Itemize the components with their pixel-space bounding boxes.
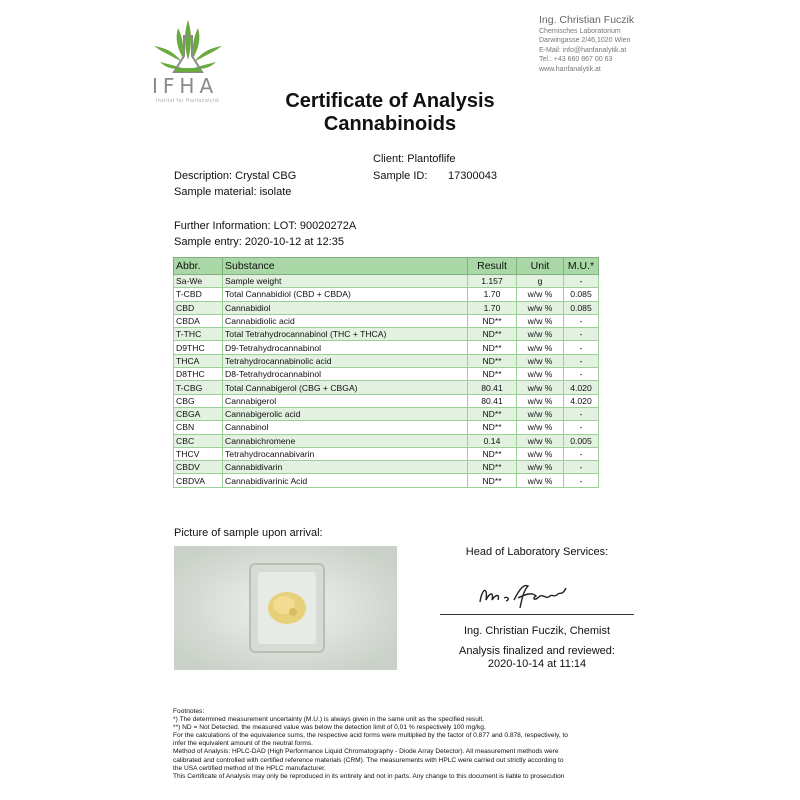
header-abbr: Abbr. <box>174 258 223 275</box>
logo-wordmark: IFHA <box>152 74 219 98</box>
table-row <box>174 394 599 407</box>
cell-result: ND** <box>468 407 517 420</box>
cell-result: ND** <box>468 328 517 341</box>
footnotes <box>173 708 653 781</box>
cell-abbr: D9THC <box>174 341 223 354</box>
cell-result: 1.70 <box>468 288 517 301</box>
cell-unit: w/w % <box>517 394 564 407</box>
cell-substance: Cannabidiolic acid <box>223 314 468 327</box>
cell-mu: 0.085 <box>564 301 599 314</box>
cell-result: ND** <box>468 474 517 487</box>
cell-unit: w/w % <box>517 368 564 381</box>
cell-substance: D9-Tetrahydrocannabinol <box>223 341 468 354</box>
sample-dish-image <box>174 546 397 670</box>
cell-unit: w/w % <box>517 434 564 447</box>
head-of-lab-label: Head of Laboratory Services: <box>465 546 609 558</box>
cell-abbr: CBDV <box>174 461 223 474</box>
table-row <box>174 275 599 288</box>
page-title <box>200 90 580 136</box>
title-line-2: Cannabinoids <box>323 113 457 135</box>
cell-unit: w/w % <box>517 447 564 460</box>
cell-abbr: Sa-We <box>174 275 223 288</box>
cell-mu: - <box>564 368 599 381</box>
cell-unit: w/w % <box>517 421 564 434</box>
cell-result: ND** <box>468 421 517 434</box>
cell-substance: Total Cannabidiol (CBD + CBDA) <box>223 288 468 301</box>
lab-address: Darwingasse 2/46,1020 Wien <box>539 37 631 44</box>
cell-unit: w/w % <box>517 461 564 474</box>
cell-abbr: T-CBG <box>174 381 223 394</box>
client-field: Client: Plantoflife <box>373 153 456 165</box>
cell-mu: - <box>564 474 599 487</box>
cell-abbr: CBD <box>174 301 223 314</box>
table-row <box>174 288 599 301</box>
cell-unit: w/w % <box>517 341 564 354</box>
footnote-line: calibrated and controlled with certified reference materials (CRM). The measurements with HPLC were carried out strictly according to <box>173 756 564 764</box>
description-field: Description: Crystal CBG <box>174 170 297 182</box>
cell-mu: - <box>564 421 599 434</box>
table-header-row <box>174 258 599 275</box>
cell-unit: w/w % <box>517 354 564 367</box>
cell-unit: w/w % <box>517 474 564 487</box>
table-row <box>174 447 599 460</box>
lab-name: Ing. Christian Fuczik <box>539 14 635 26</box>
finalized-label: Analysis finalized and reviewed: <box>459 645 615 657</box>
footnote-line: For the calculations of the equivalence sums, the respective acid forms were multiplied by the factor of 0.877 and 0.878, respectively, to <box>173 732 568 740</box>
table-row <box>174 434 599 447</box>
signature-line <box>440 614 634 615</box>
cell-substance: Cannabidivarinic Acid <box>223 474 468 487</box>
cell-substance: Tetrahydrocannabinolic acid <box>223 354 468 367</box>
table-row <box>174 368 599 381</box>
cell-result: 1.70 <box>468 301 517 314</box>
lab-phone: Tel.: +43 660 867 00 63 <box>539 56 613 63</box>
cell-abbr: CBG <box>174 394 223 407</box>
cell-abbr: D8THC <box>174 368 223 381</box>
table-row <box>174 341 599 354</box>
cell-unit: w/w % <box>517 328 564 341</box>
cell-substance: Cannabinol <box>223 421 468 434</box>
cell-result: ND** <box>468 447 517 460</box>
cell-mu: - <box>564 328 599 341</box>
sample-id-label: Sample ID: <box>373 170 428 182</box>
header-result: Result <box>468 258 517 275</box>
title-line-1: Certificate of Analysis <box>285 90 495 112</box>
cell-substance: Total Tetrahydrocannabinol (THC + THCA) <box>223 328 468 341</box>
cell-mu: 4.020 <box>564 394 599 407</box>
signature-image <box>470 578 580 612</box>
table-row <box>174 328 599 341</box>
footnote-line: the USA certified method of the HPLC manufacturer. <box>173 764 326 772</box>
cell-result: ND** <box>468 461 517 474</box>
header-substance: Substance <box>223 258 468 275</box>
footnote-line: **) ND = Not Detected. the measured value was below the detection limit of 0,01 % respectively 100 mg/kg. <box>173 724 486 732</box>
table-row <box>174 461 599 474</box>
cell-unit: g <box>517 275 564 288</box>
cell-substance: Tetrahydrocannabivarin <box>223 447 468 460</box>
cell-result: 80.41 <box>468 381 517 394</box>
table-row <box>174 354 599 367</box>
lab-address-block <box>539 16 634 74</box>
results-table <box>173 257 599 488</box>
finalized-date: 2020-10-14 at 11:14 <box>487 658 587 670</box>
cell-abbr: THCA <box>174 354 223 367</box>
cell-abbr: CBC <box>174 434 223 447</box>
logo-tagline: Institut für Hanfanalytik <box>156 98 220 104</box>
cell-mu: - <box>564 275 599 288</box>
footnotes-title: Footnotes: <box>173 708 205 715</box>
cell-result: ND** <box>468 354 517 367</box>
cell-abbr: CBDVA <box>174 474 223 487</box>
cell-result: 1.157 <box>468 275 517 288</box>
cell-abbr: T-CBD <box>174 288 223 301</box>
cell-abbr: CBN <box>174 421 223 434</box>
signatory-name: Ing. Christian Fuczik, Chemist <box>463 625 611 637</box>
footnote-line: infer the equivalent amount of the neutral forms. <box>173 740 314 748</box>
footnote-line: *) The determined measurement uncertainty (M.U.) is always given in the same unit as the specified result. <box>173 716 485 724</box>
cell-substance: Cannabichromene <box>223 434 468 447</box>
cell-substance: D8-Tetrahydrocannabinol <box>223 368 468 381</box>
table-row <box>174 407 599 420</box>
table-row <box>174 314 599 327</box>
sample-photo <box>174 546 397 670</box>
cell-abbr: CBGA <box>174 407 223 420</box>
table-row <box>174 421 599 434</box>
cell-unit: w/w % <box>517 314 564 327</box>
cell-mu: - <box>564 314 599 327</box>
cell-unit: w/w % <box>517 407 564 420</box>
cell-substance: Cannabigerolic acid <box>223 407 468 420</box>
cell-unit: w/w % <box>517 288 564 301</box>
cell-unit: w/w % <box>517 381 564 394</box>
cell-mu: 0.085 <box>564 288 599 301</box>
cell-substance: Cannabidiol <box>223 301 468 314</box>
further-information-field: Further Information: LOT: 90020272A <box>174 220 357 232</box>
footnote-line: This Certificate of Analysis may only be reproduced in its entirety and not in parts. Any change to this document is liable to prosecution <box>173 772 565 780</box>
table-row <box>174 301 599 314</box>
photo-caption: Picture of sample upon arrival: <box>174 527 323 539</box>
cell-mu: - <box>564 354 599 367</box>
cell-result: ND** <box>468 314 517 327</box>
cell-mu: - <box>564 447 599 460</box>
cell-substance: Total Cannabigerol (CBG + CBGA) <box>223 381 468 394</box>
cell-substance: Sample weight <box>223 275 468 288</box>
cell-substance: Cannabidivarin <box>223 461 468 474</box>
cell-abbr: CBDA <box>174 314 223 327</box>
cell-result: 80.41 <box>468 394 517 407</box>
sample-id-value: 17300043 <box>448 170 497 182</box>
table-row <box>174 381 599 394</box>
cell-mu: - <box>564 341 599 354</box>
cell-result: ND** <box>468 341 517 354</box>
cell-mu: 0.005 <box>564 434 599 447</box>
cell-unit: w/w % <box>517 301 564 314</box>
lab-email: E-Mail: info@hanfanalytik.at <box>539 46 627 54</box>
cell-result: ND** <box>468 368 517 381</box>
sample-entry-field: Sample entry: 2020-10-12 at 12:35 <box>174 236 345 248</box>
sample-material-field: Sample material: isolate <box>174 186 292 198</box>
lab-line: Chemisches Laboratorium <box>539 27 621 35</box>
footnote-line: Method of Analysis: HPLC-DAD (High Performance Liquid Chromatography - Diode Array Detector). All measurement methods were <box>173 748 559 756</box>
cell-mu: 4.020 <box>564 381 599 394</box>
cell-substance: Cannabigerol <box>223 394 468 407</box>
header-mu: M.U.* <box>564 258 599 275</box>
cell-result: 0.14 <box>468 434 517 447</box>
cell-abbr: THCV <box>174 447 223 460</box>
cell-abbr: T-THC <box>174 328 223 341</box>
lab-website: www.hanfanalytik.at <box>539 65 601 73</box>
cell-mu: - <box>564 461 599 474</box>
table-row <box>174 474 599 487</box>
header-unit: Unit <box>517 258 564 275</box>
cell-mu: - <box>564 407 599 420</box>
